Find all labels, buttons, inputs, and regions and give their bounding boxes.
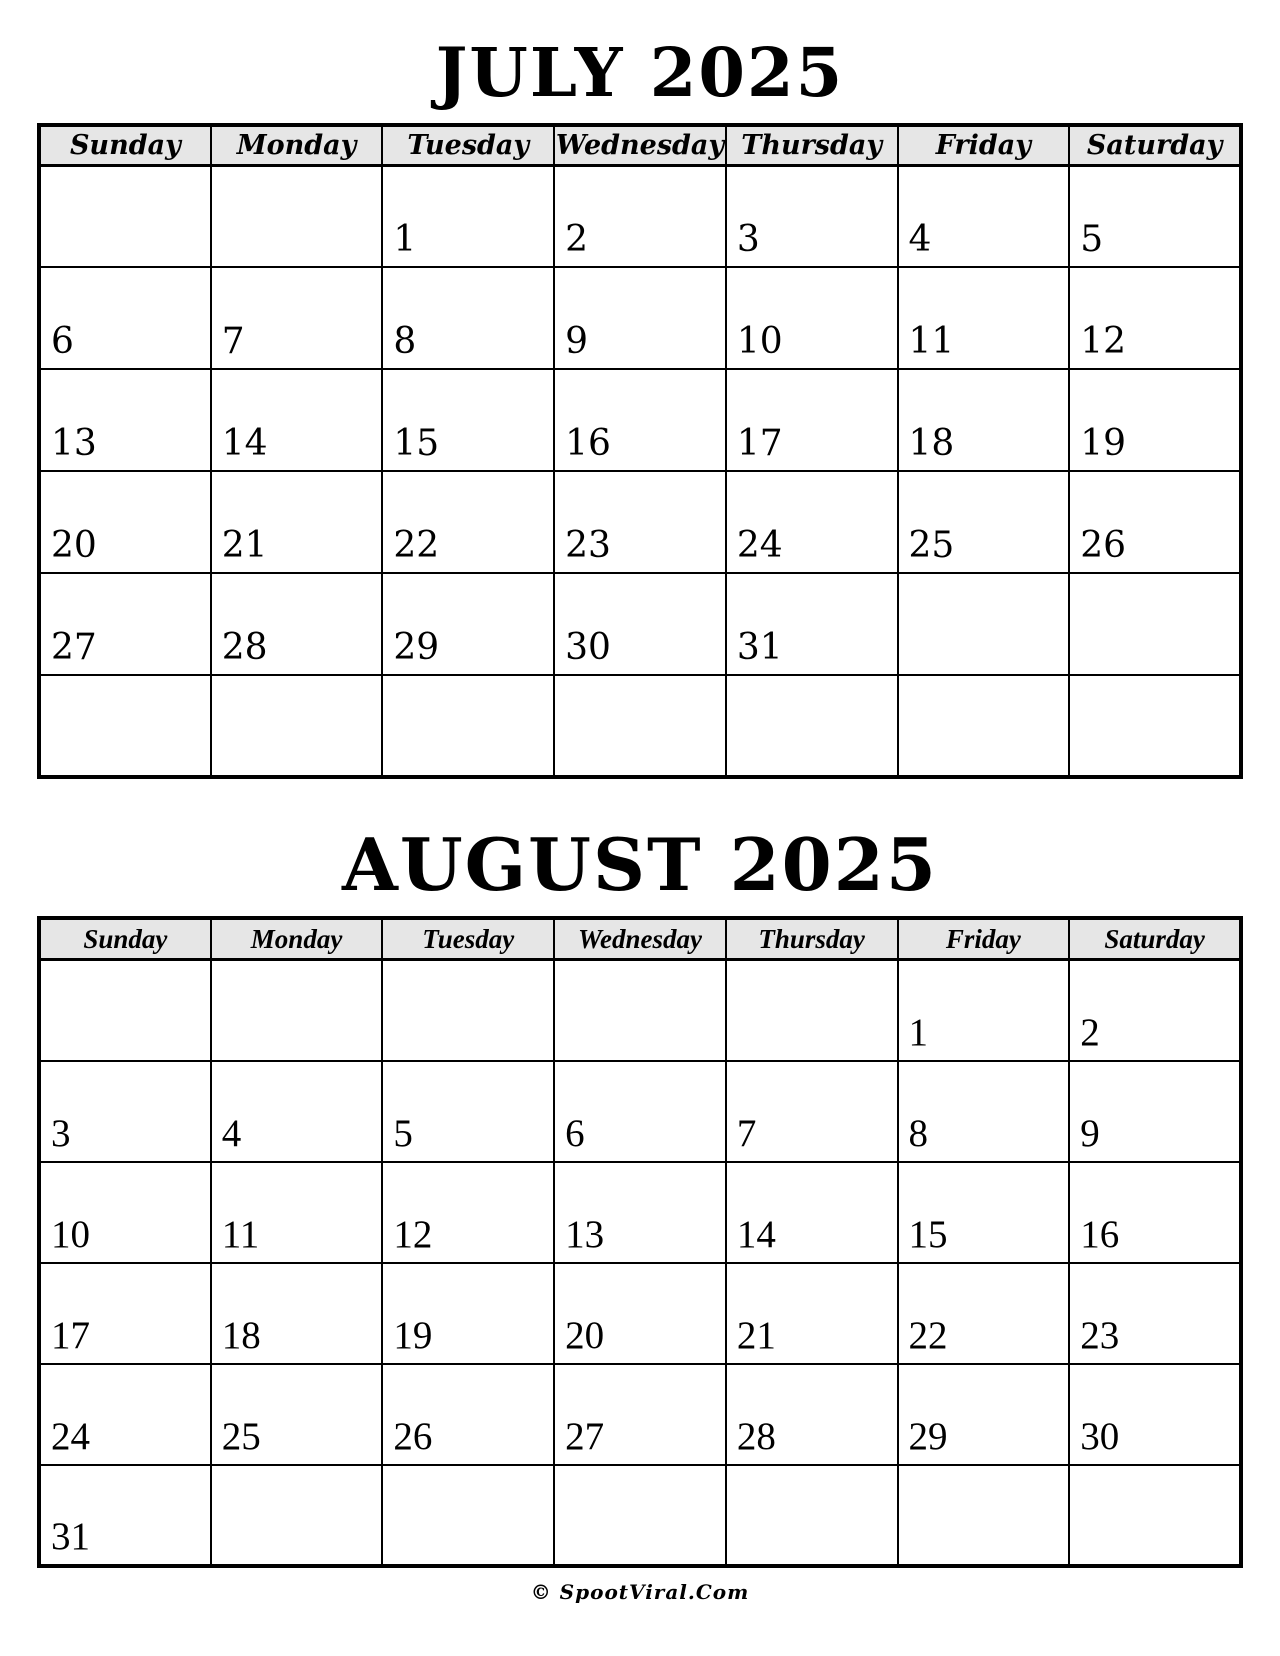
- day-cell: 10: [39, 1162, 211, 1263]
- day-cell: 29: [382, 573, 554, 675]
- weekday-header-thursday: Thursday: [726, 918, 898, 960]
- calendar-table-august: [37, 916, 1243, 1568]
- day-cell: 2: [1069, 960, 1241, 1061]
- day-cell: 4: [898, 165, 1070, 267]
- day-cell: 8: [382, 267, 554, 369]
- empty-day-cell: [554, 960, 726, 1061]
- calendar-title-july: JULY 2025: [435, 33, 845, 112]
- day-cell: 8: [898, 1061, 1070, 1162]
- day-cell: 27: [554, 1364, 726, 1465]
- week-row: [39, 471, 1241, 573]
- day-cell: 1: [382, 165, 554, 267]
- day-cell: 31: [39, 1465, 211, 1566]
- week-row: [39, 1061, 1241, 1162]
- empty-day-cell: [39, 675, 211, 777]
- weekday-header-saturday: Saturday: [1069, 125, 1241, 165]
- day-cell: 27: [39, 573, 211, 675]
- day-cell: 3: [726, 165, 898, 267]
- empty-day-cell: [382, 960, 554, 1061]
- empty-day-cell: [211, 960, 383, 1061]
- day-cell: 14: [726, 1162, 898, 1263]
- day-cell: 19: [382, 1263, 554, 1364]
- weekday-header-wednesday: Wednesday: [554, 125, 726, 165]
- day-cell: 23: [1069, 1263, 1241, 1364]
- day-cell: 14: [211, 369, 383, 471]
- weekday-header-friday: Friday: [898, 125, 1070, 165]
- day-cell: 18: [211, 1263, 383, 1364]
- day-cell: 13: [554, 1162, 726, 1263]
- week-row: [39, 1263, 1241, 1364]
- empty-day-cell: [211, 165, 383, 267]
- day-cell: 7: [726, 1061, 898, 1162]
- day-cell: 20: [554, 1263, 726, 1364]
- weekday-header-monday: Monday: [211, 125, 383, 165]
- weekday-header-wednesday: Wednesday: [554, 918, 726, 960]
- empty-day-cell: [726, 1465, 898, 1566]
- week-row: [39, 267, 1241, 369]
- day-cell: 4: [211, 1061, 383, 1162]
- day-cell: 25: [211, 1364, 383, 1465]
- day-cell: 22: [898, 1263, 1070, 1364]
- week-row: [39, 573, 1241, 675]
- day-cell: 9: [554, 267, 726, 369]
- week-row: [39, 960, 1241, 1061]
- day-cell: 23: [554, 471, 726, 573]
- day-cell: 2: [554, 165, 726, 267]
- empty-day-cell: [211, 675, 383, 777]
- day-cell: 9: [1069, 1061, 1241, 1162]
- day-cell: 24: [726, 471, 898, 573]
- weekday-header-row: [39, 125, 1241, 165]
- day-cell: 21: [211, 471, 383, 573]
- empty-day-cell: [211, 1465, 383, 1566]
- weekday-header-friday: Friday: [898, 918, 1070, 960]
- weekday-header-tuesday: Tuesday: [382, 125, 554, 165]
- empty-day-cell: [898, 675, 1070, 777]
- empty-day-cell: [726, 675, 898, 777]
- day-cell: 16: [554, 369, 726, 471]
- day-cell: 17: [39, 1263, 211, 1364]
- day-cell: 20: [39, 471, 211, 573]
- day-cell: 17: [726, 369, 898, 471]
- day-cell: 11: [898, 267, 1070, 369]
- day-cell: 24: [39, 1364, 211, 1465]
- day-cell: 5: [1069, 165, 1241, 267]
- empty-day-cell: [1069, 1465, 1241, 1566]
- week-row: [39, 1162, 1241, 1263]
- empty-day-cell: [898, 1465, 1070, 1566]
- day-cell: 3: [39, 1061, 211, 1162]
- day-cell: 31: [726, 573, 898, 675]
- week-row: [39, 369, 1241, 471]
- week-row: [39, 165, 1241, 267]
- day-cell: 26: [1069, 471, 1241, 573]
- day-cell: 11: [211, 1162, 383, 1263]
- week-row: [39, 1465, 1241, 1566]
- day-cell: 26: [382, 1364, 554, 1465]
- copyright-text: © SpootViral.Com: [530, 1579, 750, 1604]
- day-cell: 28: [726, 1364, 898, 1465]
- day-cell: 19: [1069, 369, 1241, 471]
- day-cell: 5: [382, 1061, 554, 1162]
- empty-day-cell: [1069, 675, 1241, 777]
- day-cell: 10: [726, 267, 898, 369]
- empty-day-cell: [1069, 573, 1241, 675]
- weekday-header-tuesday: Tuesday: [382, 918, 554, 960]
- day-cell: 1: [898, 960, 1070, 1061]
- empty-day-cell: [554, 675, 726, 777]
- empty-day-cell: [39, 960, 211, 1061]
- day-cell: 13: [39, 369, 211, 471]
- weekday-header-sunday: Sunday: [39, 125, 211, 165]
- day-cell: 22: [382, 471, 554, 573]
- day-cell: 6: [554, 1061, 726, 1162]
- empty-day-cell: [382, 1465, 554, 1566]
- empty-day-cell: [898, 573, 1070, 675]
- day-cell: 15: [898, 1162, 1070, 1263]
- day-cell: 6: [39, 267, 211, 369]
- weekday-header-row: [39, 918, 1241, 960]
- day-cell: 16: [1069, 1162, 1241, 1263]
- empty-day-cell: [554, 1465, 726, 1566]
- empty-day-cell: [382, 675, 554, 777]
- weekday-header-sunday: Sunday: [39, 918, 211, 960]
- day-cell: 7: [211, 267, 383, 369]
- day-cell: 30: [1069, 1364, 1241, 1465]
- day-cell: 25: [898, 471, 1070, 573]
- weekday-header-monday: Monday: [211, 918, 383, 960]
- day-cell: 12: [382, 1162, 554, 1263]
- day-cell: 18: [898, 369, 1070, 471]
- weekday-header-thursday: Thursday: [726, 125, 898, 165]
- calendar-title-august: AUGUST 2025: [342, 822, 938, 908]
- day-cell: 30: [554, 573, 726, 675]
- weekday-header-saturday: Saturday: [1069, 918, 1241, 960]
- calendar-table-july: [37, 123, 1243, 779]
- day-cell: 29: [898, 1364, 1070, 1465]
- empty-day-cell: [39, 165, 211, 267]
- day-cell: 21: [726, 1263, 898, 1364]
- week-row: [39, 1364, 1241, 1465]
- day-cell: 12: [1069, 267, 1241, 369]
- day-cell: 28: [211, 573, 383, 675]
- day-cell: 15: [382, 369, 554, 471]
- empty-day-cell: [726, 960, 898, 1061]
- week-row: [39, 675, 1241, 777]
